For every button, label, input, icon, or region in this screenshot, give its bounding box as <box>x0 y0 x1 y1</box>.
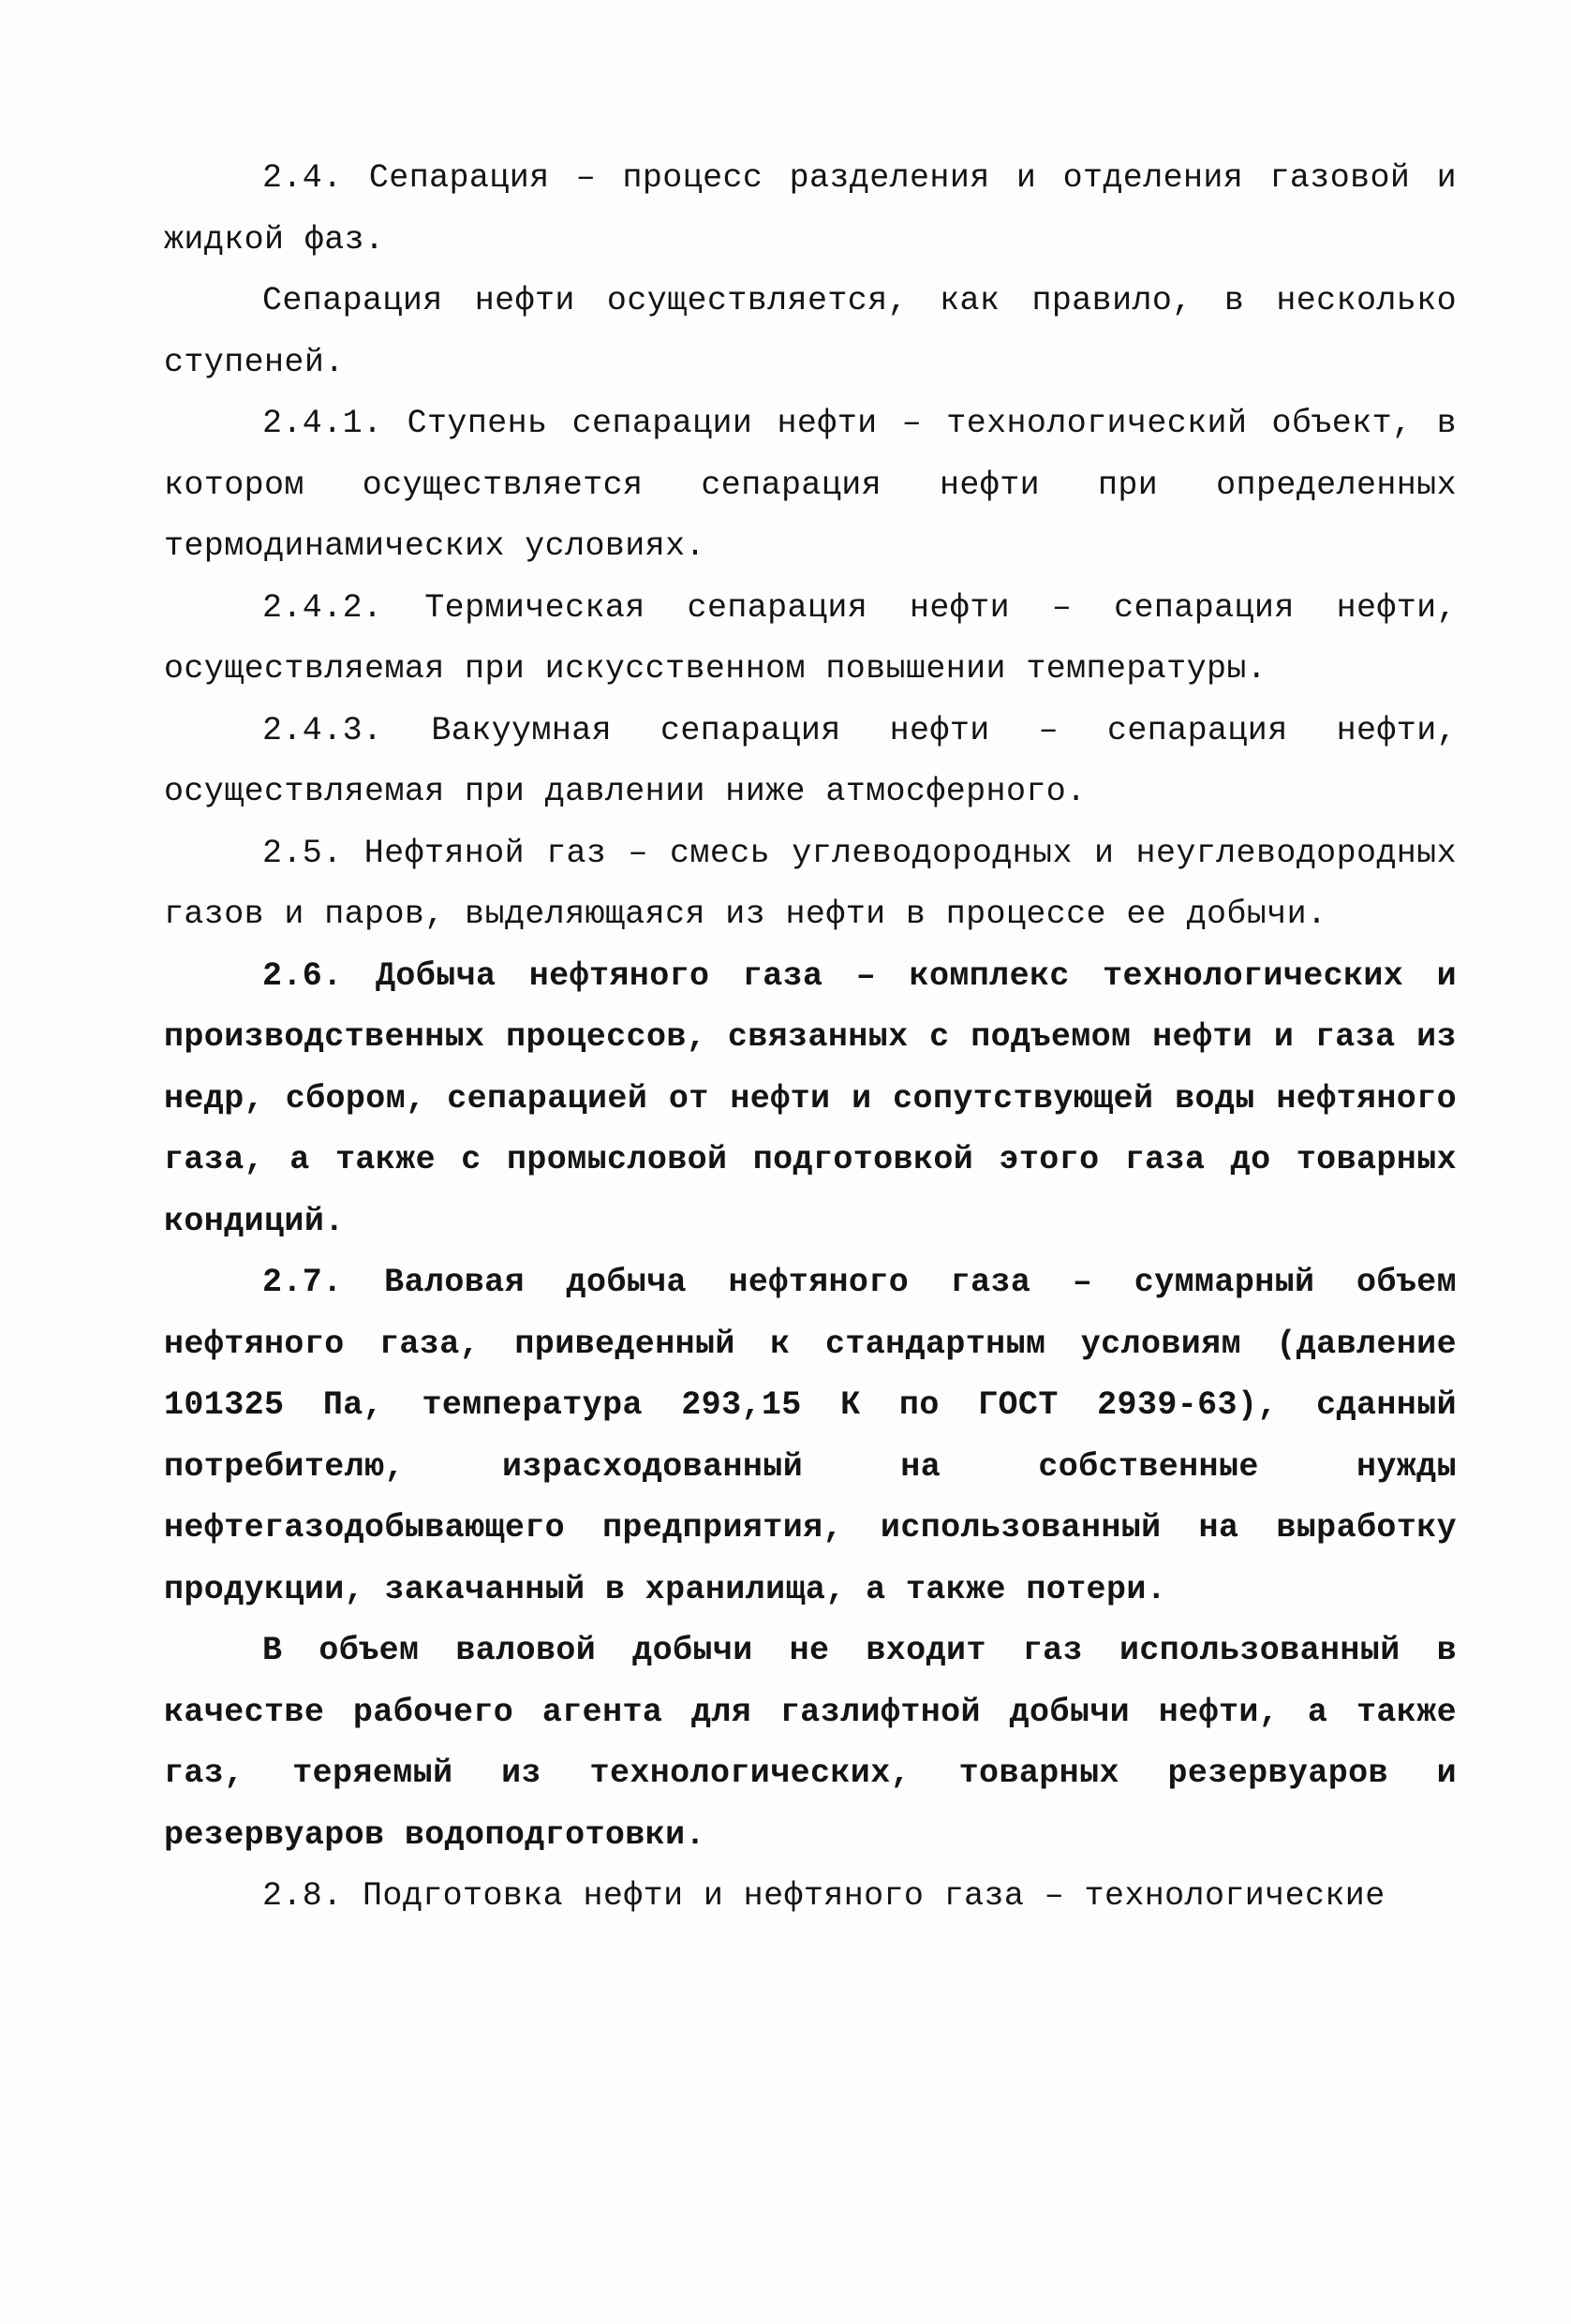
paragraph-2-4-1: 2.4.1. Ступень сепарации нефти – технологический объект, в котором осуществляется сепарация нефти при определенных термодинамических условиях. <box>164 405 1457 565</box>
document-body <box>164 148 1457 1928</box>
paragraph-2-4-2: 2.4.2. Термическая сепарация нефти – сепарация нефти, осуществляемая при искусственном повышении температуры. <box>164 588 1457 688</box>
paragraph-2-4-3: 2.4.3. Вакуумная сепарация нефти – сепарация нефти, осуществляемая при давлении ниже атмосферного. <box>164 711 1457 810</box>
paragraph-2-8: 2.8. Подготовка нефти и нефтяного газа – технологические <box>262 1877 1386 1915</box>
paragraph-2-5: 2.5. Нефтяной газ – смесь углеводородных и неуглеводородных газов и паров, выделяющаяся из нефти в процессе ее добычи. <box>164 834 1457 933</box>
paragraph-gross-volume-exclusions: В объем валовой добычи не входит газ использованный в качестве рабочего агента для газлифтной добычи нефти, а также газ, теряемый из технологических, товарных резервуаров и резервуаров водоподготовки. <box>164 1632 1457 1854</box>
paragraph-2-6: 2.6. Добыча нефтяного газа – комплекс технологических и производственных процессов, связанных с подъемом нефти и газа из недр, сбором, сепарацией от нефти и сопутствующей воды нефтяного газа, а также с промысловой подготовкой этого газа до товарных кондиций. <box>164 956 1457 1240</box>
paragraph-separation-stages: Сепарация нефти осуществляется, как правило, в несколько ступеней. <box>164 282 1457 381</box>
paragraph-2-4: 2.4. Сепарация – процесс разделения и отделения газовой и жидкой фаз. <box>164 159 1457 259</box>
paragraph-2-7: 2.7. Валовая добыча нефтяного газа – суммарный объем нефтяного газа, приведенный к стандартным условиям (давление 101325 Па, температура 293,15 К по ГОСТ 2939-63), сданный потребителю, израсходованный на собственные нужды нефтегазодобывающего предприятия, использованный на выработку продукции, закачанный в хранилища, а также потери. <box>164 1264 1457 1608</box>
